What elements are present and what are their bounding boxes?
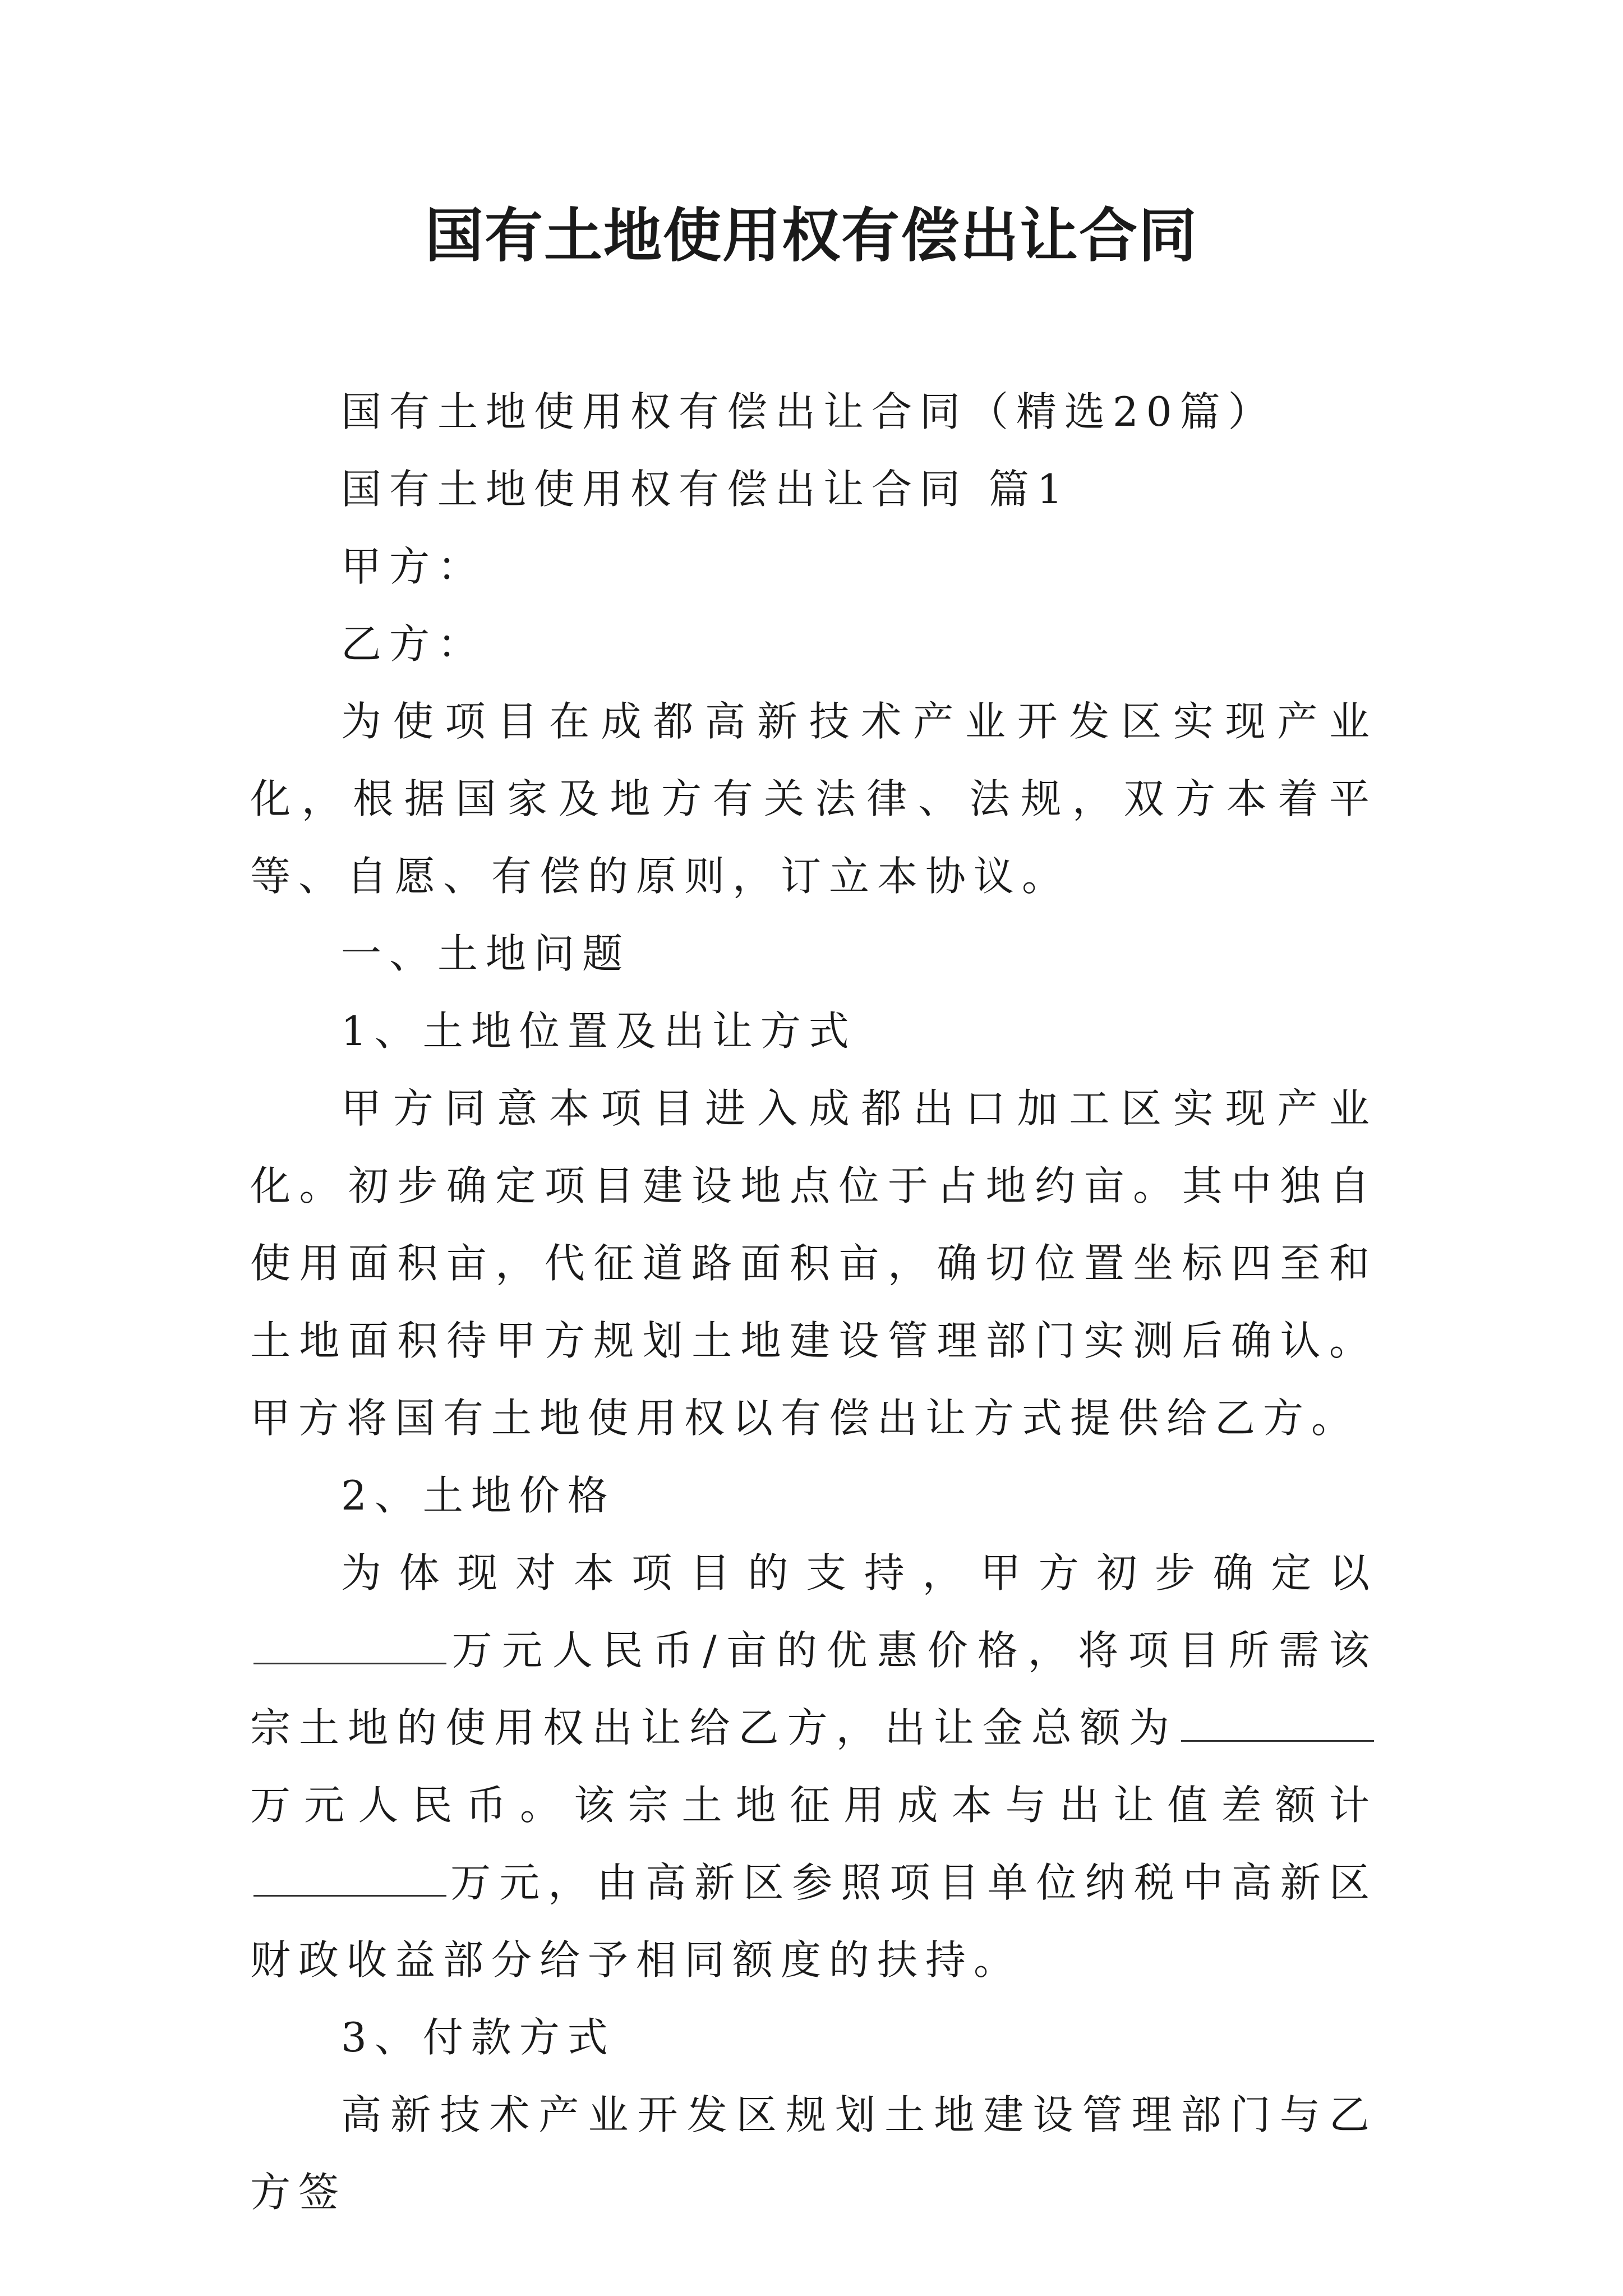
price-blank [253,1628,446,1664]
item1-paragraph: 甲方同意本项目进入成都出口加工区实现产业化。初步确定项目建设地点位于占地约亩。其中独自使用面积亩，代征道路面积亩，确切位置坐标四至和土地面积待甲方规划土地建设管理部门实测后确认。甲方将国有土地使用权以有偿出让方式提供给乙方。 [250,1085,1377,1442]
item2-text-2: 万元人民币/亩的优惠价格，将项目所需该宗土地的使用权出让给乙方，出让金总额为 [250,1627,1377,1751]
item2-paragraph [250,1534,1377,1999]
item2-text-1: 为体现对本项目的支持，甲方初步确定以 [341,1549,1377,1596]
document-title: 国有土地使用权有偿出让合同 [425,201,1198,270]
intro-paragraph: 为使项目在成都高新技术产业开发区实现产业化，根据国家及地方有关法律、法规，双方本着平等、自愿、有偿的原则，订立本协议。 [250,698,1377,900]
item3-heading: 3、付款方式 [341,2014,616,2061]
part-heading: 国有土地使用权有偿出让合同 篇1 [341,466,1071,513]
party-a-label: 甲方： [341,543,486,590]
item2-heading: 2、土地价格 [341,1472,616,1519]
item2-text-3: 万元人民币。该宗土地征用成本与出让值差额计 [250,1782,1377,1829]
party-b-label: 乙方： [341,620,486,668]
item1-heading: 1、土地位置及出让方式 [341,1007,857,1055]
item3-paragraph: 高新技术产业开发区规划土地建设管理部门与乙方签 [250,2091,1377,2216]
difference-amount-blank [253,1860,446,1897]
section-heading-land: 一、土地问题 [341,930,631,977]
item2-text-4: 万元，由高新区参照项目单位纳税中高新区财政收益部分给予相同额度的扶持。 [250,1859,1377,1984]
document-body [250,373,1377,2231]
subtitle: 国有土地使用权有偿出让合同（精选20篇） [341,388,1276,435]
total-amount-blank [1181,1705,1374,1742]
